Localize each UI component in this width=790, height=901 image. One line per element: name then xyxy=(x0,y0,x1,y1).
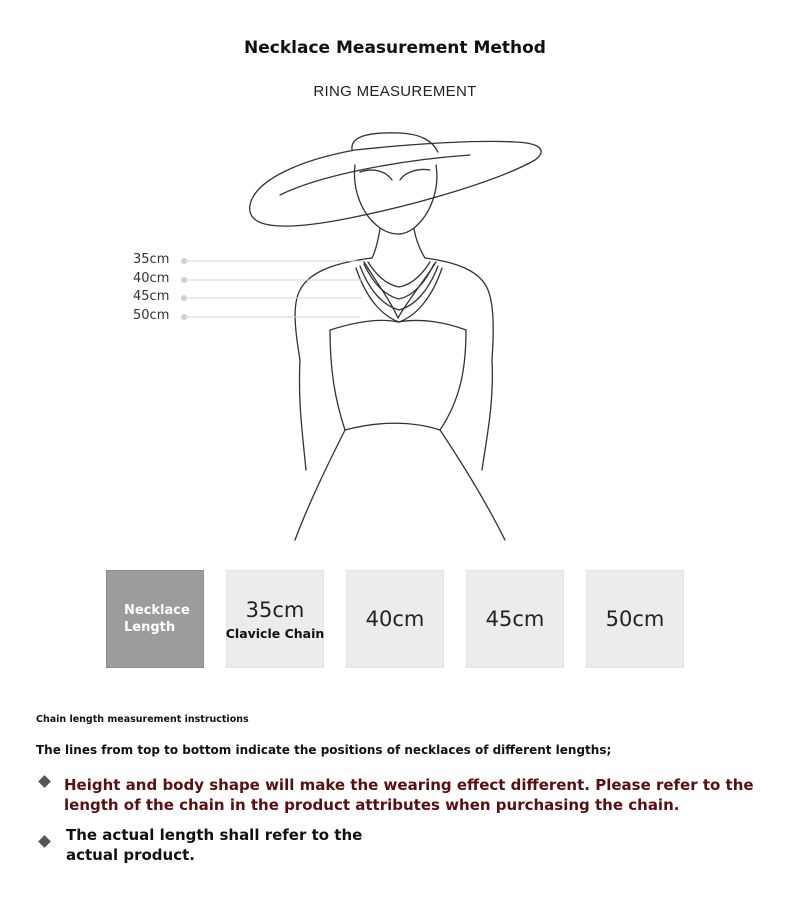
hat-brim xyxy=(250,141,541,226)
length-label-40cm: 40cm xyxy=(133,271,170,286)
size-cell-45cm xyxy=(466,570,564,668)
guide-dot-35cm xyxy=(181,258,187,264)
note-actual-length: The actual length shall refer to the actual product. xyxy=(66,826,363,864)
note-body-shape: Height and body shape will make the wearing effect different. Please refer to the length of the chain in the product attributes when purchasing the chain. xyxy=(64,776,754,814)
size-note: Clavicle Chain xyxy=(225,625,325,641)
instructions-title: Chain length measurement instructions xyxy=(36,714,249,725)
shoulders xyxy=(295,258,372,360)
necklace-50cm xyxy=(356,268,442,322)
size-cell-50cm xyxy=(586,570,684,668)
length-label-50cm: 50cm xyxy=(133,308,170,323)
size-cell-35cm xyxy=(226,570,324,668)
size-value: 50cm xyxy=(605,607,665,631)
header-line-1: Necklace xyxy=(124,603,190,618)
necklace-45cm xyxy=(360,266,438,310)
face xyxy=(354,165,436,234)
neck xyxy=(372,229,380,258)
bodice xyxy=(330,320,466,330)
size-value: 35cm xyxy=(245,597,305,622)
necklace-length-header xyxy=(106,570,204,668)
header-line-2: Length xyxy=(124,620,176,635)
length-label-45cm: 45cm xyxy=(133,289,170,304)
diamond-bullet-icon xyxy=(38,775,51,788)
length-label-35cm: 35cm xyxy=(133,252,170,267)
left-arm xyxy=(299,360,306,470)
skirt xyxy=(295,430,345,540)
size-value: 45cm xyxy=(485,607,545,631)
instructions-line: The lines from top to bottom indicate the positions of necklaces of different lengths; xyxy=(36,743,612,757)
page-subtitle: RING MEASUREMENT xyxy=(313,83,477,100)
guide-dot-50cm xyxy=(181,314,187,320)
size-cell-40cm xyxy=(346,570,444,668)
size-value: 40cm xyxy=(365,607,425,631)
guide-dot-45cm xyxy=(181,295,187,301)
page-title: Necklace Measurement Method xyxy=(244,38,546,58)
diamond-bullet-icon xyxy=(38,835,51,848)
guide-dot-40cm xyxy=(181,277,187,283)
